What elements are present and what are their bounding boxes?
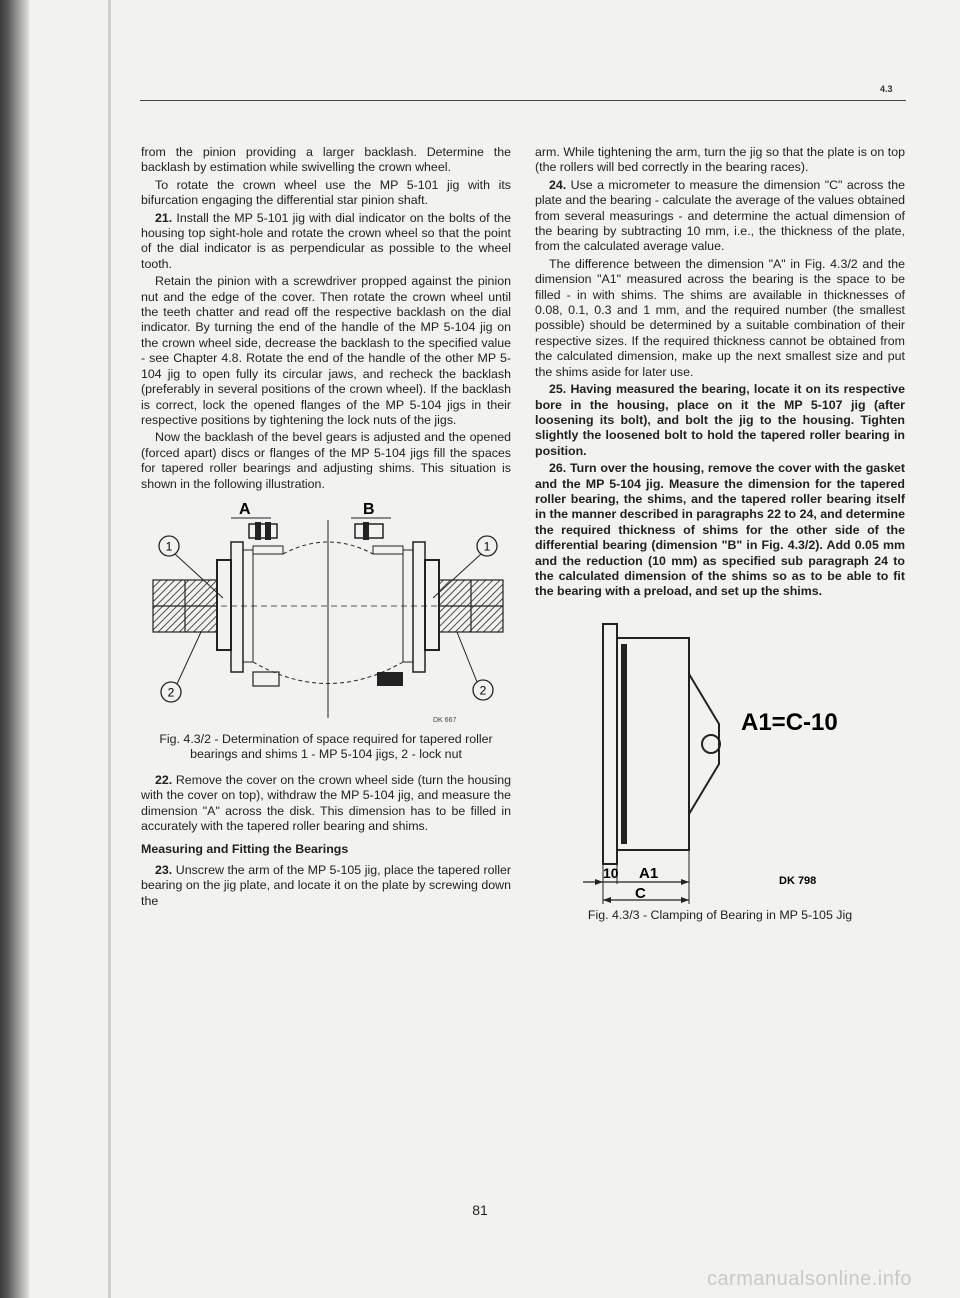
page-edge-line — [108, 0, 111, 1298]
paragraph-24 — [535, 178, 905, 255]
section-heading: Measuring and Fitting the Bearings — [141, 842, 349, 857]
paragraph-text: Unscrew the arm of the MP 5-105 jig, place the tapered roller bearing on the jig plate, and locate it on the plate by screwing down the — [141, 862, 511, 908]
figure-caption: Fig. 4.3/2 - Determination of space required for tapered roller bearings and shims 1 - MP 5-104 jigs, 2 - lock nut — [159, 731, 493, 762]
section-number: 4.3 — [880, 84, 893, 94]
figure-caption: Fig. 4.3/3 - Clamping of Bearing in MP 5-105 Jig — [587, 907, 853, 922]
dimension-a1: A1 — [639, 864, 659, 882]
paragraph-text: Install the MP 5-101 jig with dial indicator on the bolts of the housing top sight-hole and rotate the crown wheel so that the point of the dial indicator is as perpendicular as possible to the wheel tooth. — [141, 210, 511, 271]
paragraph-number: 23. — [155, 862, 173, 877]
differential-jig-diagram — [141, 500, 511, 730]
watermark: carmanualsonline.info — [706, 1268, 912, 1290]
paragraph-number: 25. — [549, 382, 567, 397]
paragraph-number: 22. — [155, 772, 173, 787]
figure-4-3-3 — [535, 614, 905, 904]
paragraph-22 — [141, 773, 511, 835]
paragraph-text: Use a micrometer to measure the dimension "C" across the plate and the bearing - calculate the average of the values obtained from several measurings - and determine the actual dimension of the bearing by subtracting 10 mm, i.e., the thickness of the plate, from the calculated average value. — [535, 177, 905, 254]
label-a: A — [239, 500, 251, 518]
header-rule — [140, 100, 906, 101]
paragraph-23 — [141, 863, 511, 909]
figure-code: DK 667 — [433, 716, 457, 724]
dimension-10: 10 — [603, 864, 619, 881]
label-b: B — [363, 500, 375, 518]
right-column — [535, 145, 905, 933]
paragraph-25 — [535, 382, 905, 459]
left-column — [141, 145, 511, 911]
paragraph-number: 21. — [155, 210, 173, 225]
paragraph-number: 26. — [549, 461, 567, 476]
paragraph-text: Turn over the housing, remove the cover with the gasket and the MP 5-104 jig. Measure the dimension for the tapered roller bearing, the shims, and the tapered roller bearing itself in the manner described in paragraphs 22 to 24, and determine the required thickness of shims for the other side of the differential bearing (dimension "B" in Fig. 4.3/2). Add 0.05 mm and the reduction (10 mm) as specified sub paragraph 24 to the calculated dimension of the shims so as to be able to fit the bearing with a preload, and set up the shims. — [535, 461, 905, 599]
paragraph: arm. While tightening the arm, turn the jig so that the plate is on top (the rollers will bed correctly in the bearing races). — [535, 145, 905, 175]
paragraph-text: Having measured the bearing, locate it on its respective bore in the housing, place on it the MP 5-107 jig (after loosening its bolt), and bolt the jig to the housing. Tighten slightly the loosened bolt to hold the tapered roller bearing in position. — [535, 382, 905, 458]
dimension-c: C — [635, 884, 646, 902]
paragraph: Retain the pinion with a screwdriver propped against the pinion nut and the edge of the cover. Then rotate the crown wheel until the teeth chatter and read off the respective backlash on the dial indicator. By turning the end of the handle of the MP 5-104 jig on the crown wheel side, decrease the backlash to the specified value - see Chapter 4.8. Rotate the end of the handle of the other MP 5-104 jig to open fully its circular jaws, and recheck the backlash (preferably in several positions of the crown wheel). If the backlash is correct, lock the opened flanges of the MP 5-104 jigs in their respective positions by tightening the lock nuts of the jigs. — [141, 274, 511, 427]
paragraph: Now the backlash of the bevel gears is adjusted and the opened (forced apart) discs or flanges of the MP 5-104 jigs fill the spaces for tapered roller bearings and adjusting shims. This situation is shown in the following illustration. — [141, 430, 511, 491]
callout-1-right: 1 — [483, 539, 491, 554]
paragraph: from the pinion providing a larger backlash. Determine the backlash by estimation while swivelling the crown wheel. — [141, 145, 511, 175]
callout-2-left: 2 — [167, 685, 175, 700]
figure-code: DK 798 — [779, 874, 817, 887]
figure-4-3-2 — [141, 500, 511, 730]
book-binding-shadow — [0, 0, 30, 1298]
paragraph: The difference between the dimension "A" in Fig. 4.3/2 and the dimension "A1" measured across the bearing is the space to be filled - in with shims. The shims are available in thicknesses of 0.08, 0.1, 0.3 and 1 mm, and the required number (the smallest possible) should be determined by a suitable combination of their respective sizes. If the required thickness cannot be obtained from the calculated dimension, make up the next smallest size and put the shims aside for later use. — [535, 256, 905, 379]
paragraph-26 — [535, 461, 905, 600]
paragraph-text: Remove the cover on the crown wheel side (turn the housing with the cover on top), withdraw the MP 5-104 jig, and measure the dimension "A" across the disk. This dimension has to be filled in accurately with the tapered roller bearing and shims. — [141, 772, 511, 833]
formula-a1-equals-c-minus-10: A1=C-10 — [741, 708, 838, 736]
paragraph-21 — [141, 211, 511, 273]
callout-2-right: 2 — [479, 683, 487, 698]
bearing-clamp-diagram — [535, 614, 905, 904]
paragraph: To rotate the crown wheel use the MP 5-101 jig with its bifurcation engaging the differential star pinion shaft. — [141, 177, 511, 208]
paragraph-number: 24. — [549, 177, 567, 192]
callout-1-left: 1 — [165, 539, 173, 554]
page-number: 81 — [472, 1202, 488, 1218]
